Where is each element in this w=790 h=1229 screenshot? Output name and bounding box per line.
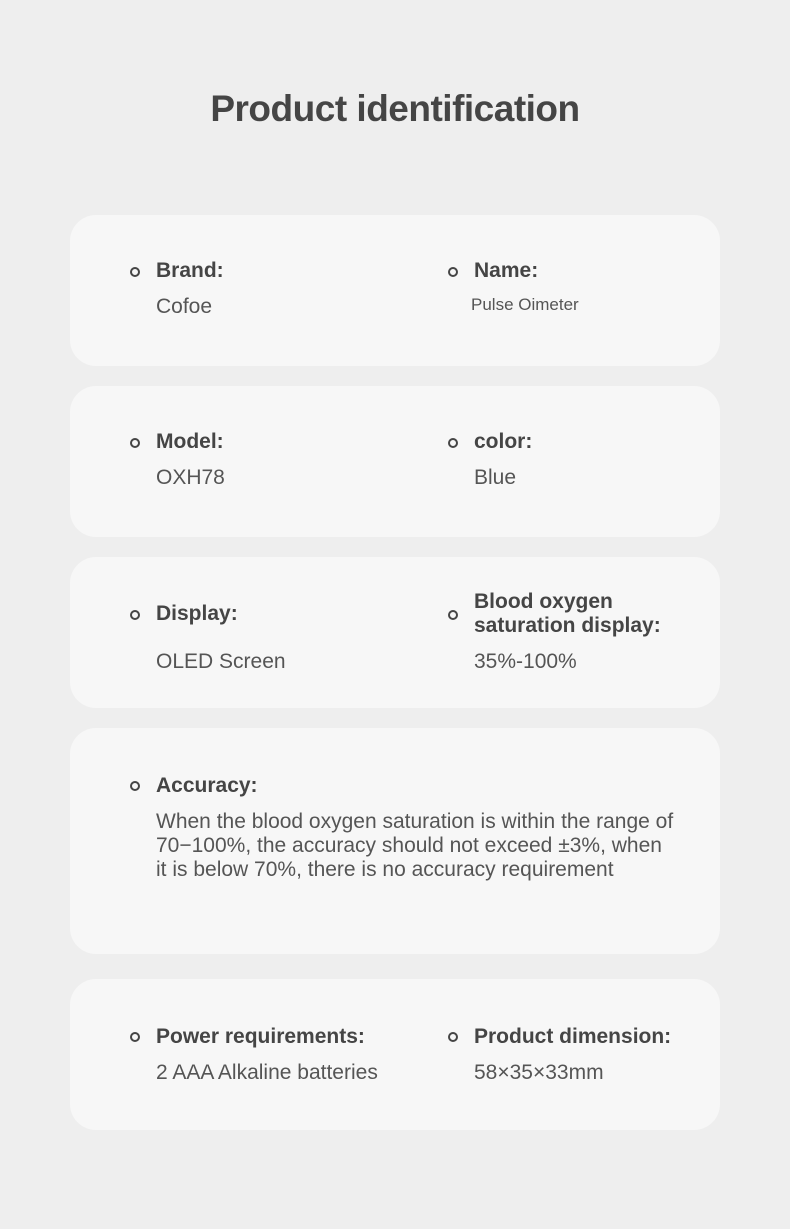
spo2-display-label: Blood oxygen saturation display: bbox=[474, 590, 661, 637]
model-label: Model: bbox=[156, 430, 224, 453]
accuracy-value: When the blood oxygen saturation is within the range of 70−100%, the accuracy should not exceed ±3%, when it is below 70%, there is no accuracy requirement bbox=[156, 810, 674, 881]
dimension-value: 58×35×33mm bbox=[474, 1061, 604, 1084]
display-label: Display: bbox=[156, 602, 238, 625]
color-label: color: bbox=[474, 430, 533, 453]
spo2-display-value: 35%-100% bbox=[474, 650, 577, 673]
bullet-icon bbox=[130, 267, 140, 277]
bullet-icon bbox=[130, 1032, 140, 1042]
bullet-icon bbox=[448, 610, 458, 620]
display-value: OLED Screen bbox=[156, 650, 286, 673]
page-title: Product identification bbox=[210, 88, 580, 129]
accuracy-label: Accuracy: bbox=[156, 774, 258, 797]
power-label: Power requirements: bbox=[156, 1025, 365, 1048]
brand-label: Brand: bbox=[156, 259, 224, 282]
color-value: Blue bbox=[474, 466, 517, 489]
model-value: OXH78 bbox=[156, 466, 225, 489]
card-display bbox=[70, 557, 720, 708]
name-value: Pulse Oimeter bbox=[471, 295, 579, 314]
card-power-dimension bbox=[70, 979, 720, 1130]
card-model-color bbox=[70, 386, 720, 537]
bullet-icon bbox=[448, 267, 458, 277]
brand-value: Cofoe bbox=[156, 295, 213, 318]
bullet-icon bbox=[448, 438, 458, 448]
card-brand-name bbox=[70, 215, 720, 366]
name-label: Name: bbox=[474, 259, 539, 282]
bullet-icon bbox=[448, 1032, 458, 1042]
bullet-icon bbox=[130, 438, 140, 448]
dimension-label: Product dimension: bbox=[474, 1025, 672, 1048]
card-accuracy bbox=[70, 728, 720, 954]
bullet-icon bbox=[130, 610, 140, 620]
bullet-icon bbox=[130, 781, 140, 791]
power-value: 2 AAA Alkaline batteries bbox=[156, 1061, 378, 1084]
